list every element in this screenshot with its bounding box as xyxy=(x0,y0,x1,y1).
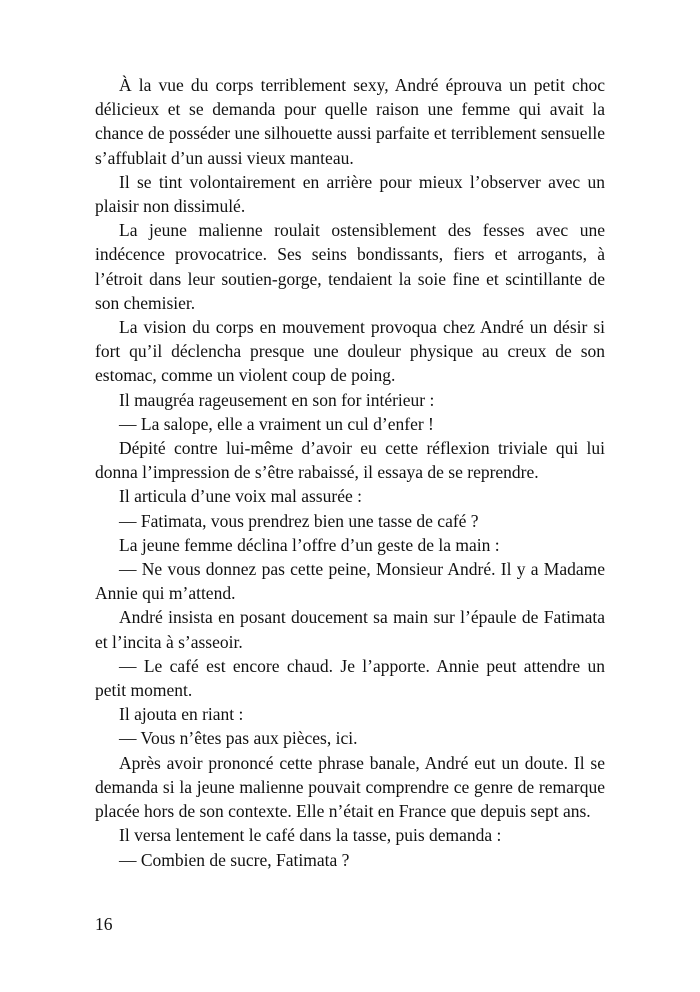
dialogue-line: — La salope, elle a vraiment un cul d’enfer ! xyxy=(119,413,434,434)
dialogue-line: — Combien de sucre, Fatimata ? xyxy=(119,849,350,870)
dialogue-line: — Fatimata, vous prendrez bien une tasse de café ? xyxy=(119,510,479,531)
dialogue-line: — Le café est encore chaud. Je l’apporte. Annie peut attendre un petit moment. xyxy=(95,655,605,701)
paragraph: La jeune malienne roulait ostensiblement des fesses avec une indécence provocatrice. Ses seins bondissants, fiers et arrogants, à l’étroit dans leur soutien-gorge, tendaient la soie fine et scintillante de son chemisier. xyxy=(95,220,605,313)
dialogue-line: — Ne vous donnez pas cette peine, Monsieur André. Il y a Madame Annie qui m’attend. xyxy=(95,559,605,604)
dialogue-line: — Vous n’êtes pas aux pièces, ici. xyxy=(119,728,358,749)
paragraph: À la vue du corps terriblement sexy, André éprouva un petit choc délicieux et se demanda pour quelle raison une femme qui avait la chance de posséder une silhouette aussi parfaite et terriblement sensuelle s’affublait d’un aussi vieux manteau. xyxy=(95,75,605,168)
paragraph: La jeune femme déclina l’offre d’un geste de la main : xyxy=(119,534,500,555)
paragraph: Il se tint volontairement en arrière pour mieux l’observer avec un plaisir non dissimulé. xyxy=(95,171,605,217)
paragraph: Il maugréa rageusement en son for intérieur : xyxy=(119,389,435,410)
page-number: 16 xyxy=(95,914,113,934)
paragraph: Après avoir prononcé cette phrase banale, André eut un doute. Il se demanda si la jeune malienne pouvait comprendre ce genre de remarque placée hors de son contexte. Elle n’était en France que depuis sept ans. xyxy=(95,752,605,822)
paragraph: Dépité contre lui-même d’avoir eu cette réflexion triviale qui lui donna l’impression de s’être rabaissé, il essaya de se reprendre. xyxy=(95,438,605,483)
paragraph: Il articula d’une voix mal assurée : xyxy=(119,486,362,507)
paragraph: André insista en posant doucement sa main sur l’épaule de Fatimata et l’incita à s’asseoir. xyxy=(95,607,605,652)
body-text xyxy=(95,73,605,872)
paragraph: Il versa lentement le café dans la tasse, puis demanda : xyxy=(119,825,502,846)
paragraph: Il ajouta en riant : xyxy=(119,704,244,725)
paragraph: La vision du corps en mouvement provoqua chez André un désir si fort qu’il déclencha presque une douleur physique au creux de son estomac, comme un violent coup de poing. xyxy=(95,317,605,386)
